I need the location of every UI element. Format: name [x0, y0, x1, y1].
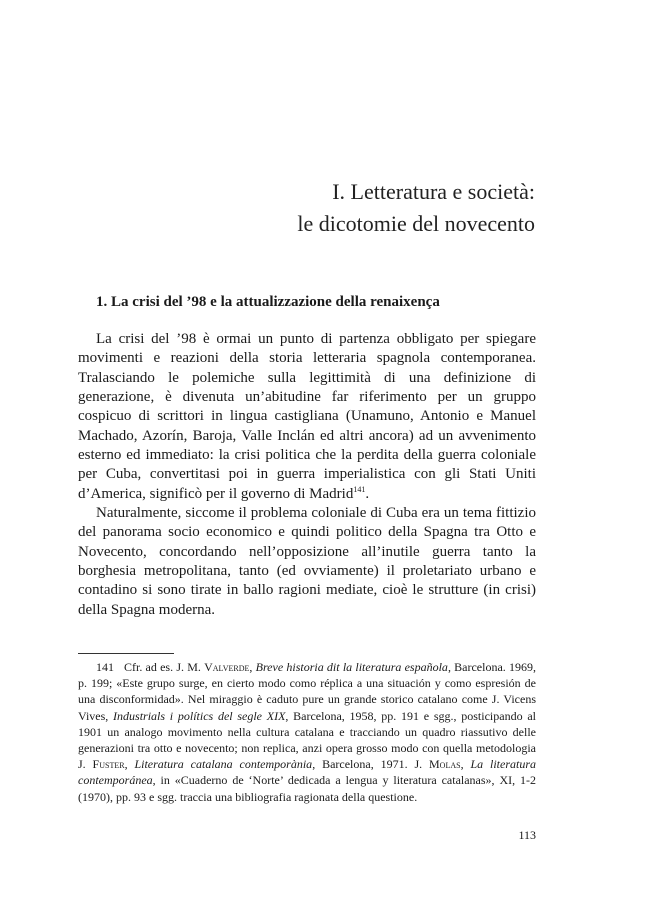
footnote-title: La literatura contemporánea	[78, 757, 536, 788]
chapter-title-line-1: I. Letteratura e società:	[332, 179, 535, 204]
paragraph	[78, 504, 536, 620]
paragraph-text: La crisi del ’98 è ormai un punto di partenza obbligato per spiegare movimenti e reazioni della storia letteraria spagnola contemporanea. Tralasciando le polemiche sulla legittimità di una definizione di generazione, è divenuta un’abitudine far riferimento per un gruppo cospicuo di scrittori in lingua castigliana (Unamuno, Antonio e Manuel Machado, Azorín, Baroja, Valle Inclán ed altri ancora) ad un avvenimento esterno ed immediato: la crisi politica che la perdita della guerra coloniale per Cuba, convertitasi poi in guerra imperialistica con gli Stati Uniti d’America, significò per il governo di Madrid	[78, 331, 536, 502]
body-text	[78, 330, 536, 620]
footnote-author: Valverde	[204, 660, 250, 674]
footnote-text: Cfr. ad es. J. M.	[124, 660, 205, 674]
footnote-text: , in «Cuaderno de ‘Norte’ dedicada a lengua y literatura catalanas», XI, 1-2 (1970), pp. 93 e sgg. traccia una bibliografia ragionata della questione.	[78, 773, 536, 804]
footnote-title: Industrials i polítics del segle XIX	[113, 708, 286, 723]
paragraph: La crisi del ’98 è ormai un punto di partenza obbligato per spiegare movimenti e reazioni della storia letteraria spagnola contemporanea. Tralasciando le polemiche sulla legittimità di una definizione di generazione, è divenuta un’abitudine far riferimento per un gruppo cospicuo di scrittori in lingua castigliana (Unamuno, Antonio e Manuel Machado, Azorín, Baroja, Valle Inclán ed altri ancora) ad un avvenimento esterno ed immediato: la crisi politica che la perdita della guerra coloniale per Cuba, convertitasi poi in guerra imperialistica con gli Stati Uniti d’America, significò per il governo di Madrid$^{141}$.	[78, 331, 536, 502]
page-number: 113	[518, 828, 536, 842]
footnote-reference[interactable]: 141	[353, 484, 366, 494]
footnote-text: ,	[460, 757, 471, 772]
section-heading: 1. La crisi del ’98 e la attualizzazione della renaixença	[96, 294, 440, 310]
footnote-title: Breve historia dit la literatura española	[255, 660, 448, 674]
chapter-title	[297, 176, 535, 240]
footnote-text: , Barcelona, 1971. J.	[312, 757, 429, 772]
footnote-text: ,	[249, 660, 256, 674]
paragraph-text: Naturalmente, siccome il problema coloniale di Cuba era un tema fittizio del panorama socio economico e quindi politico della Spagna tra Otto e Novecento, concordando nell’opposizione all’inutile guerra tanto la borghesia metropolitana, tanto (ed ovviamente) il proletariato urbano e contadino si sono tirate in ballo ragioni mediate, cioè le strutture (in crisi) della Spagna moderna.	[78, 505, 536, 618]
footnote-text: , Barcelona. 1969, p. 199; «Este grupo surge, en cierto modo como réplica a una situación y como espresión de una disconformidad». Nel miraggio è caduto pure un grande storico catalano come J. Vicens Vives,	[78, 660, 537, 723]
footnote-text: ,	[124, 757, 135, 772]
chapter-title-line-2: le dicotomie del novecento	[297, 211, 535, 236]
footnote-author: Molas	[429, 757, 461, 772]
footnote-author: Fuster	[92, 757, 125, 772]
footnote-number: 141	[96, 660, 114, 674]
footnote-divider	[78, 653, 174, 654]
footnote	[78, 659, 536, 805]
footnote-title: Literatura catalana contemporània	[134, 757, 313, 772]
footnote-text: , Barcelona, 1958, pp. 191 e sgg., posticipando al 1901 un analogo movimento nella cultura catalana e tracciando un quadro riassutivo delle generazioni tra otto e novecento; non replica, anzi opera grosso modo con quella metodologia J.	[78, 708, 536, 772]
